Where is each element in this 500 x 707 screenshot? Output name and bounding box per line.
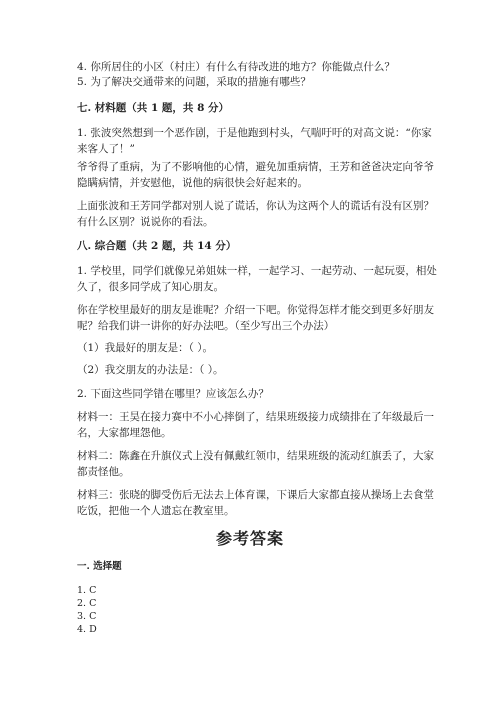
answer-item: 3. C bbox=[77, 611, 97, 622]
answer-item: 2. C bbox=[77, 598, 97, 609]
question-text: 来客人了！” bbox=[77, 143, 135, 155]
question-text: 4. 你所居住的小区（村庄）有什么有待改进的地方？你能做点什么？ bbox=[77, 61, 395, 73]
fill-blank: （2）我交朋友的办法是：（ ）。 bbox=[77, 364, 224, 376]
answer-item: 1. C bbox=[77, 585, 97, 596]
question-text: 有什么区别？说说你的看法。 bbox=[77, 216, 214, 228]
material-text: 材料一：王昊在接力赛中不小心摔倒了，结果班级接力成绩排在了年级最后一 bbox=[77, 411, 434, 423]
question-text: 5. 为了解决交通带来的问题，采取的措施有哪些？ bbox=[77, 76, 311, 88]
fill-blank: （1）我最好的朋友是：（ ）。 bbox=[77, 342, 214, 354]
material-text: 材料三：张晓的脚受伤后无法去上体育课，下课后大家都直接从操场上去食堂 bbox=[77, 489, 434, 501]
section-heading: 八. 综合题（共 2 题，共 14 分） bbox=[77, 240, 237, 252]
material-text: 爷爷得了重病，为了不影响他的心情，避免加重病情，王芳和爸爸决定向爷爷 bbox=[77, 161, 434, 173]
answer-item: 4. D bbox=[77, 624, 97, 635]
question-text: 呢？给我们讲一讲你的好办法吧。（至少写出三个办法） bbox=[77, 320, 335, 332]
answer-section-heading: 一. 选择题 bbox=[77, 561, 122, 572]
material-text: 隐瞒病情，并安慰他，说他的病很快会好起来的。 bbox=[77, 177, 308, 189]
material-text: 名，大家都埋怨他。 bbox=[77, 427, 172, 439]
question-text: 2. 下面这些同学错在哪里？应该怎么办？ bbox=[77, 388, 269, 400]
question-text: 1. 学校里，同学们就像兄弟姐妹一样，一起学习、一起劳动、一起玩耍，相处 bbox=[77, 265, 437, 277]
section-heading: 七. 材料题（共 1 题，共 8 分） bbox=[77, 102, 230, 114]
answer-title: 参考答案 bbox=[215, 529, 284, 548]
material-text: 吃饭，把他一个人遗忘在教室里。 bbox=[77, 505, 235, 517]
question-text: 上面张波和王芳同学都对别人说了谎话，你认为这两个人的谎话有没有区别？ bbox=[77, 200, 434, 212]
question-text: 久了，很多同学成了知心朋友。 bbox=[77, 281, 224, 293]
question-text: 你在学校里最好的朋友是谁呢？介绍一下吧。你觉得怎样才能交到更多好朋友 bbox=[77, 304, 434, 316]
material-text: 都责怪他。 bbox=[77, 466, 130, 478]
material-text: 材料二：陈鑫在升旗仪式上没有佩戴红领巾，结果班级的流动红旗丢了，大家 bbox=[77, 450, 434, 462]
question-text: 1. 张波突然想到一个恶作剧，于是他跑到村头，气喘吁吁的对高文说：“你家 bbox=[77, 127, 432, 139]
